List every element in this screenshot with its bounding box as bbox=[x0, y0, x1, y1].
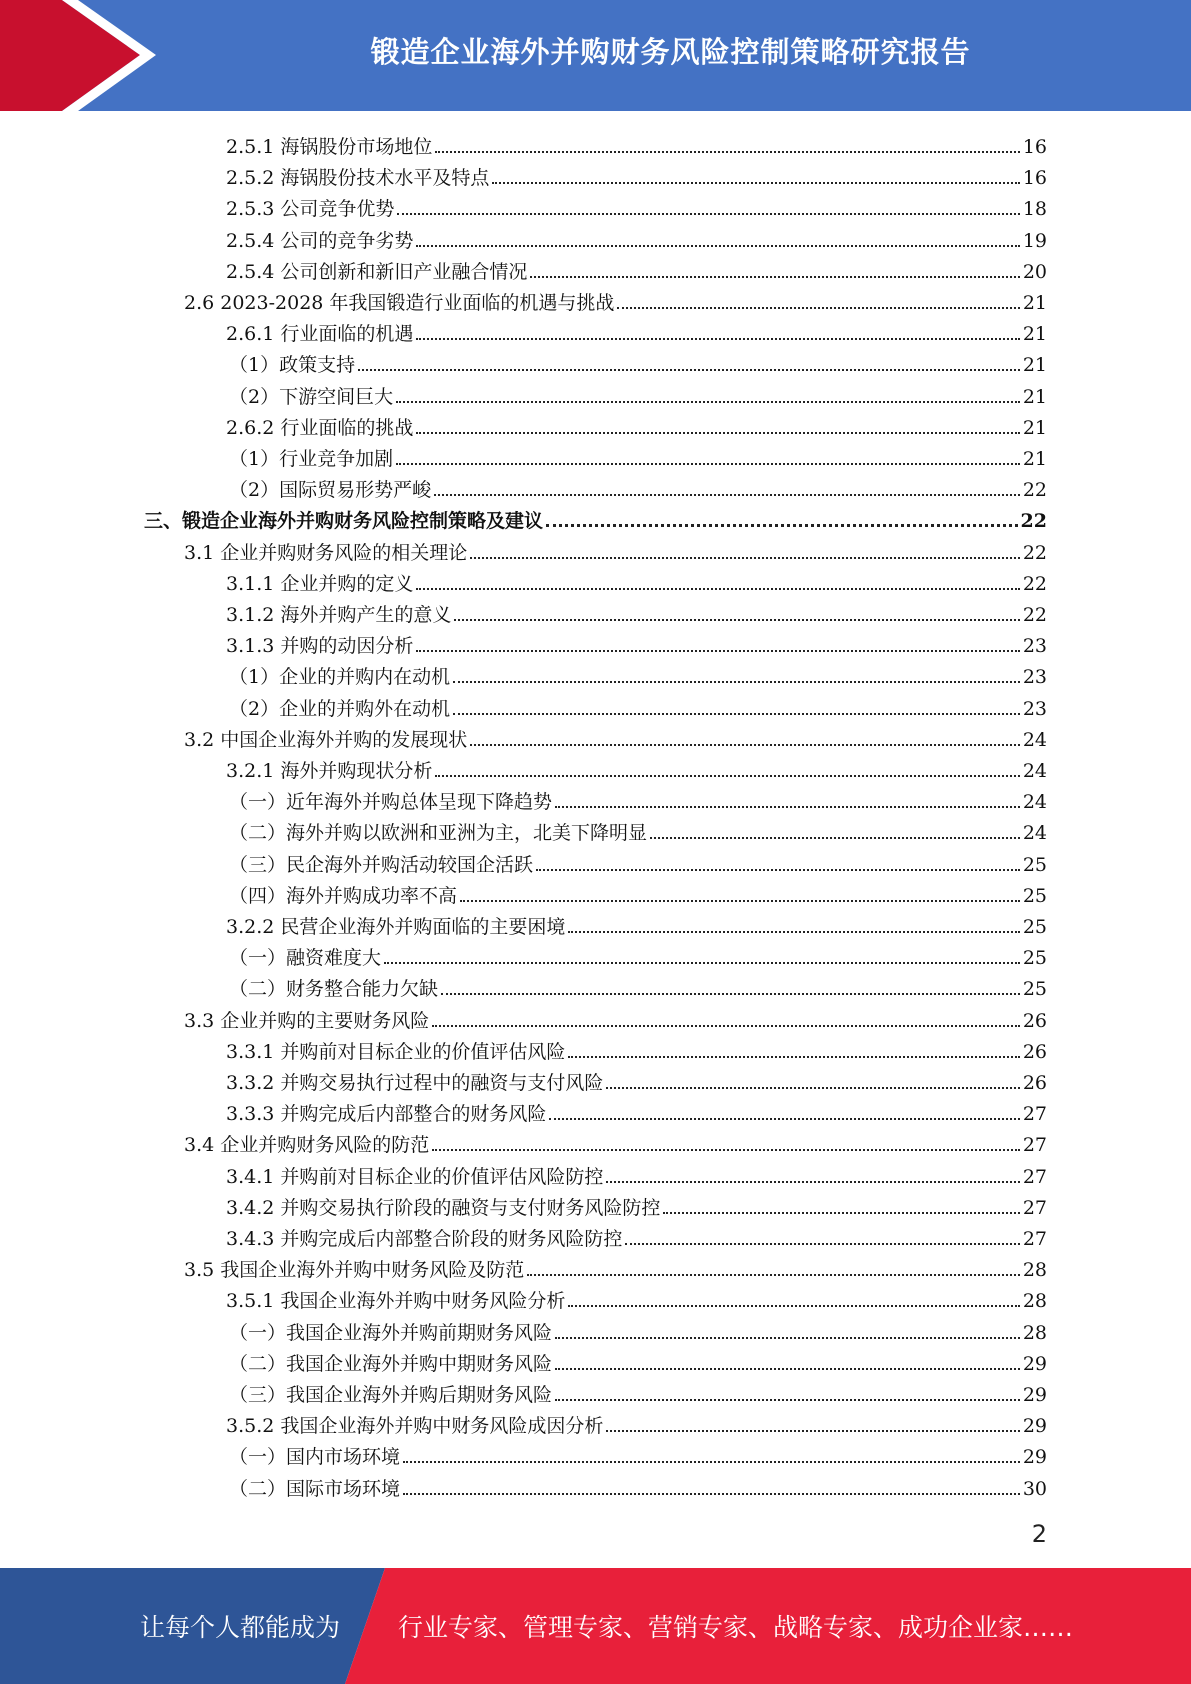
toc-entry-title: 2.6.1 行业面临的机遇 bbox=[226, 323, 414, 346]
toc-entry-title: （1）企业的并购内在动机 bbox=[229, 666, 451, 689]
toc-dot-leader bbox=[555, 1399, 1020, 1401]
toc-entry-page: 27 bbox=[1022, 1165, 1047, 1188]
toc-entry[interactable] bbox=[226, 751, 1047, 782]
toc-entry-title: 2.5.4 公司创新和新旧产业融合情况 bbox=[226, 260, 528, 283]
toc-entry-title: 2.5.3 公司竞争优势 bbox=[226, 198, 395, 221]
toc-entry-title: 3.3.3 并购完成后内部整合的财务风险 bbox=[226, 1103, 547, 1126]
toc-dot-leader bbox=[453, 681, 1020, 683]
toc-entry[interactable] bbox=[226, 408, 1047, 439]
toc-entry[interactable] bbox=[229, 938, 1047, 969]
toc-entry-title: （1）政策支持 bbox=[229, 354, 356, 377]
toc-dot-leader bbox=[435, 775, 1019, 777]
toc-entry-page: 29 bbox=[1022, 1446, 1047, 1469]
toc-entry-page: 29 bbox=[1022, 1384, 1047, 1406]
toc-entry-title: 3.3.2 并购交易执行过程中的融资与支付风险 bbox=[226, 1072, 604, 1094]
toc-dot-leader bbox=[384, 962, 1020, 964]
toc-entry-title: 3.1 企业并购财务风险的相关理论 bbox=[184, 541, 468, 564]
toc-entry-page: 19 bbox=[1022, 229, 1047, 252]
toc-entry-title: （二）我国企业海外并购中期财务风险 bbox=[229, 1352, 553, 1375]
toc-dot-leader bbox=[555, 1368, 1020, 1370]
toc-dot-leader bbox=[416, 338, 1019, 340]
toc-entry-page: 21 bbox=[1022, 448, 1047, 470]
toc-entry[interactable] bbox=[226, 314, 1047, 345]
toc-entry-page: 26 bbox=[1022, 1072, 1047, 1094]
toc-entry-title: 3.4 企业并购财务风险的防范 bbox=[184, 1134, 430, 1157]
toc-entry[interactable] bbox=[226, 1188, 1047, 1219]
toc-entry[interactable] bbox=[226, 252, 1047, 283]
toc-dot-leader bbox=[453, 713, 1020, 715]
toc-entry[interactable] bbox=[229, 845, 1047, 876]
toc-entry[interactable] bbox=[184, 720, 1047, 751]
toc-dot-leader bbox=[617, 307, 1019, 309]
toc-entry[interactable] bbox=[226, 1281, 1047, 1312]
page-header bbox=[0, 0, 1191, 111]
toc-dot-leader bbox=[435, 151, 1019, 153]
toc-dot-leader bbox=[555, 806, 1020, 808]
toc-entry-page: 16 bbox=[1022, 136, 1047, 158]
toc-entry-page: 21 bbox=[1022, 292, 1047, 314]
toc-entry-title: 2.5.4 公司的竞争劣势 bbox=[226, 229, 414, 252]
toc-entry[interactable] bbox=[144, 501, 1047, 532]
toc-entry[interactable] bbox=[226, 564, 1047, 595]
footer-slogan-left: 让每个人都能成为 bbox=[140, 1613, 341, 1642]
toc-entry[interactable] bbox=[184, 283, 1047, 314]
toc-entry-page: 24 bbox=[1022, 760, 1047, 782]
toc-dot-leader bbox=[416, 245, 1019, 247]
toc-entry[interactable] bbox=[229, 689, 1047, 720]
toc-entry[interactable] bbox=[226, 1406, 1047, 1437]
toc-entry[interactable] bbox=[226, 1219, 1047, 1250]
toc-dot-leader bbox=[625, 1243, 1019, 1245]
toc-dot-leader bbox=[470, 557, 1020, 559]
toc-dot-leader bbox=[568, 1305, 1019, 1307]
toc-dot-leader bbox=[416, 432, 1019, 434]
toc-dot-leader bbox=[606, 1087, 1019, 1089]
toc-dot-leader bbox=[434, 494, 1020, 496]
toc-entry[interactable] bbox=[226, 189, 1047, 220]
toc-dot-leader bbox=[441, 993, 1020, 995]
page-footer bbox=[0, 1568, 1191, 1684]
toc-entry-page: 27 bbox=[1022, 1103, 1047, 1126]
toc-entry-title: （二）海外并购以欧洲和亚洲为主，北美下降明显 bbox=[229, 822, 648, 845]
toc-entry-title: 3.4.2 并购交易执行阶段的融资与支付财务风险防控 bbox=[226, 1196, 661, 1219]
toc-entry[interactable] bbox=[229, 1313, 1047, 1344]
toc-entry-page: 27 bbox=[1022, 1134, 1047, 1157]
toc-dot-leader bbox=[396, 463, 1020, 465]
toc-dot-leader bbox=[606, 1430, 1019, 1432]
toc-entry-title: （三）民企海外并购活动较国企活跃 bbox=[229, 853, 534, 876]
toc-entry-title: （二）国际市场环境 bbox=[229, 1477, 401, 1500]
toc-entry[interactable] bbox=[226, 221, 1047, 252]
toc-entry-page: 21 bbox=[1022, 416, 1047, 439]
toc-entry[interactable] bbox=[226, 127, 1047, 158]
toc-entry[interactable] bbox=[229, 1469, 1047, 1500]
toc-entry-title: 3.2.2 民营企业海外并购面临的主要困境 bbox=[226, 916, 566, 938]
toc-entry-title: 3.3 企业并购的主要财务风险 bbox=[184, 1009, 430, 1032]
toc-entry-page: 25 bbox=[1022, 884, 1047, 907]
toc-dot-leader bbox=[460, 900, 1020, 902]
toc-entry[interactable] bbox=[229, 876, 1047, 907]
toc-entry[interactable] bbox=[226, 626, 1047, 657]
toc-entry-page: 25 bbox=[1022, 978, 1047, 1001]
toc-entry-title: 3.5.2 我国企业海外并购中财务风险成因分析 bbox=[226, 1415, 604, 1438]
toc-entry-title: （2）企业的并购外在动机 bbox=[229, 697, 451, 720]
toc-dot-leader bbox=[416, 650, 1019, 652]
toc-entry[interactable] bbox=[229, 657, 1047, 688]
toc-entry-page: 24 bbox=[1022, 791, 1047, 814]
toc-entry-page: 26 bbox=[1022, 1009, 1047, 1032]
toc-entry-page: 21 bbox=[1022, 385, 1047, 408]
toc-entry-title: （一）我国企业海外并购前期财务风险 bbox=[229, 1321, 553, 1344]
toc-dot-leader bbox=[416, 588, 1019, 590]
toc-entry-page: 22 bbox=[1020, 510, 1047, 533]
toc-entry-page: 23 bbox=[1022, 635, 1047, 658]
toc-entry[interactable] bbox=[184, 1001, 1047, 1032]
toc-entry[interactable] bbox=[226, 1094, 1047, 1125]
toc-entry-title: 3.2 中国企业海外并购的发展现状 bbox=[184, 728, 468, 751]
toc-entry[interactable] bbox=[229, 782, 1047, 813]
toc-dot-leader bbox=[403, 1493, 1020, 1495]
toc-entry[interactable] bbox=[184, 1125, 1047, 1156]
toc-entry[interactable] bbox=[229, 377, 1047, 408]
toc-entry-title: （一）近年海外并购总体呈现下降趋势 bbox=[229, 791, 553, 814]
toc-entry[interactable] bbox=[229, 470, 1047, 501]
toc-entry-page: 18 bbox=[1022, 198, 1047, 221]
toc-entry[interactable] bbox=[184, 1250, 1047, 1281]
toc-entry[interactable] bbox=[226, 907, 1047, 938]
toc-entry-page: 22 bbox=[1022, 604, 1047, 626]
toc-entry[interactable] bbox=[229, 1437, 1047, 1468]
toc-entry[interactable] bbox=[229, 1344, 1047, 1375]
toc-entry-title: 3.3.1 并购前对目标企业的价值评估风险 bbox=[226, 1040, 566, 1063]
toc-dot-leader bbox=[492, 182, 1019, 184]
toc-entry-page: 25 bbox=[1022, 947, 1047, 970]
toc-dot-leader bbox=[454, 619, 1019, 621]
toc-entry[interactable] bbox=[229, 969, 1047, 1000]
toc-dot-leader bbox=[396, 401, 1020, 403]
toc-entry-title: （一）国内市场环境 bbox=[229, 1446, 401, 1469]
toc-entry[interactable] bbox=[226, 1063, 1047, 1094]
toc-entry-title: 2.5.1 海锅股份市场地位 bbox=[226, 136, 433, 158]
toc-entry[interactable] bbox=[229, 439, 1047, 470]
toc-dot-leader bbox=[470, 744, 1020, 746]
toc-dot-leader bbox=[403, 1461, 1020, 1463]
toc-dot-leader bbox=[546, 524, 1018, 527]
toc-dot-leader bbox=[568, 931, 1019, 933]
toc-entry-title: 三、锻造企业海外并购财务风险控制策略及建议 bbox=[144, 510, 544, 533]
page-number: 2 bbox=[1031, 1520, 1047, 1548]
toc-entry-page: 24 bbox=[1022, 728, 1047, 751]
toc-dot-leader bbox=[530, 276, 1019, 278]
toc-entry[interactable] bbox=[226, 1032, 1047, 1063]
document-title: 锻造企业海外并购财务风险控制策略研究报告 bbox=[370, 34, 971, 69]
toc-entry-page: 29 bbox=[1022, 1352, 1047, 1375]
toc-entry-page: 28 bbox=[1022, 1290, 1047, 1313]
toc-entry-title: （2）下游空间巨大 bbox=[229, 385, 394, 408]
footer-slogan-right: 行业专家、管理专家、营销专家、战略专家、成功企业家…… bbox=[398, 1613, 1074, 1642]
toc-entry[interactable] bbox=[226, 1157, 1047, 1188]
toc-dot-leader bbox=[650, 837, 1020, 839]
toc-dot-leader bbox=[568, 1056, 1019, 1058]
toc-entry-title: （2）国际贸易形势严峻 bbox=[229, 479, 432, 502]
toc-entry-page: 23 bbox=[1022, 697, 1047, 720]
toc-entry[interactable] bbox=[229, 1375, 1047, 1406]
toc-entry-title: 2.6.2 行业面临的挑战 bbox=[226, 416, 414, 439]
toc-dot-leader bbox=[549, 1118, 1019, 1120]
toc-entry-page: 22 bbox=[1022, 541, 1047, 564]
toc-entry[interactable] bbox=[226, 595, 1047, 626]
toc-dot-leader bbox=[555, 1337, 1020, 1339]
toc-entry-title: 3.1.3 并购的动因分析 bbox=[226, 635, 414, 658]
toc-entry-title: （三）我国企业海外并购后期财务风险 bbox=[229, 1384, 553, 1406]
toc-dot-leader bbox=[432, 1025, 1020, 1027]
toc-entry-title: 3.4.3 并购完成后内部整合阶段的财务风险防控 bbox=[226, 1228, 623, 1250]
toc-dot-leader bbox=[663, 1212, 1019, 1214]
toc-entry-page: 30 bbox=[1022, 1477, 1047, 1500]
toc-entry-title: 3.1.1 企业并购的定义 bbox=[226, 572, 414, 595]
toc-entry[interactable] bbox=[229, 813, 1047, 844]
toc-entry-page: 21 bbox=[1022, 354, 1047, 377]
toc-entry-page: 23 bbox=[1022, 666, 1047, 689]
toc-entry[interactable] bbox=[226, 158, 1047, 189]
toc-entry[interactable] bbox=[229, 345, 1047, 376]
toc-entry-page: 21 bbox=[1022, 323, 1047, 346]
toc-entry-page: 27 bbox=[1022, 1228, 1047, 1250]
toc-entry-page: 29 bbox=[1022, 1415, 1047, 1438]
toc-entry-title: 3.4.1 并购前对目标企业的价值评估风险防控 bbox=[226, 1165, 604, 1188]
toc-entry-page: 27 bbox=[1022, 1196, 1047, 1219]
toc-entry-title: 2.6 2023-2028 年我国锻造行业面临的机遇与挑战 bbox=[184, 292, 615, 314]
toc-dot-leader bbox=[536, 869, 1020, 871]
toc-entry-page: 24 bbox=[1022, 822, 1047, 845]
toc-entry-page: 28 bbox=[1022, 1321, 1047, 1344]
toc-entry-page: 25 bbox=[1022, 916, 1047, 938]
toc-entry-title: （1）行业竞争加剧 bbox=[229, 448, 394, 470]
toc-dot-leader bbox=[397, 213, 1019, 215]
toc-dot-leader bbox=[606, 1181, 1019, 1183]
toc-entry-page: 22 bbox=[1022, 479, 1047, 502]
toc-entry-page: 22 bbox=[1022, 572, 1047, 595]
toc-dot-leader bbox=[527, 1274, 1020, 1276]
toc-entry-page: 25 bbox=[1022, 853, 1047, 876]
toc-entry-title: 3.5.1 我国企业海外并购中财务风险分析 bbox=[226, 1290, 566, 1313]
toc-entry-title: （四）海外并购成功率不高 bbox=[229, 884, 458, 907]
toc-entry[interactable] bbox=[184, 533, 1047, 564]
toc-dot-leader bbox=[432, 1149, 1020, 1151]
toc-entry-title: （一）融资难度大 bbox=[229, 947, 382, 970]
toc-entry-title: 3.5 我国企业海外并购中财务风险及防范 bbox=[184, 1259, 525, 1282]
toc-entry-title: 3.1.2 海外并购产生的意义 bbox=[226, 604, 452, 626]
toc-entry-title: 3.2.1 海外并购现状分析 bbox=[226, 760, 433, 782]
toc-dot-leader bbox=[358, 369, 1020, 371]
toc-entry-page: 26 bbox=[1022, 1040, 1047, 1063]
toc-entry-page: 28 bbox=[1022, 1259, 1047, 1282]
toc-entry-title: 2.5.2 海锅股份技术水平及特点 bbox=[226, 167, 490, 190]
toc-entry-page: 16 bbox=[1022, 167, 1047, 190]
toc-entry-title: （二）财务整合能力欠缺 bbox=[229, 978, 439, 1001]
toc-entry-page: 20 bbox=[1022, 260, 1047, 283]
